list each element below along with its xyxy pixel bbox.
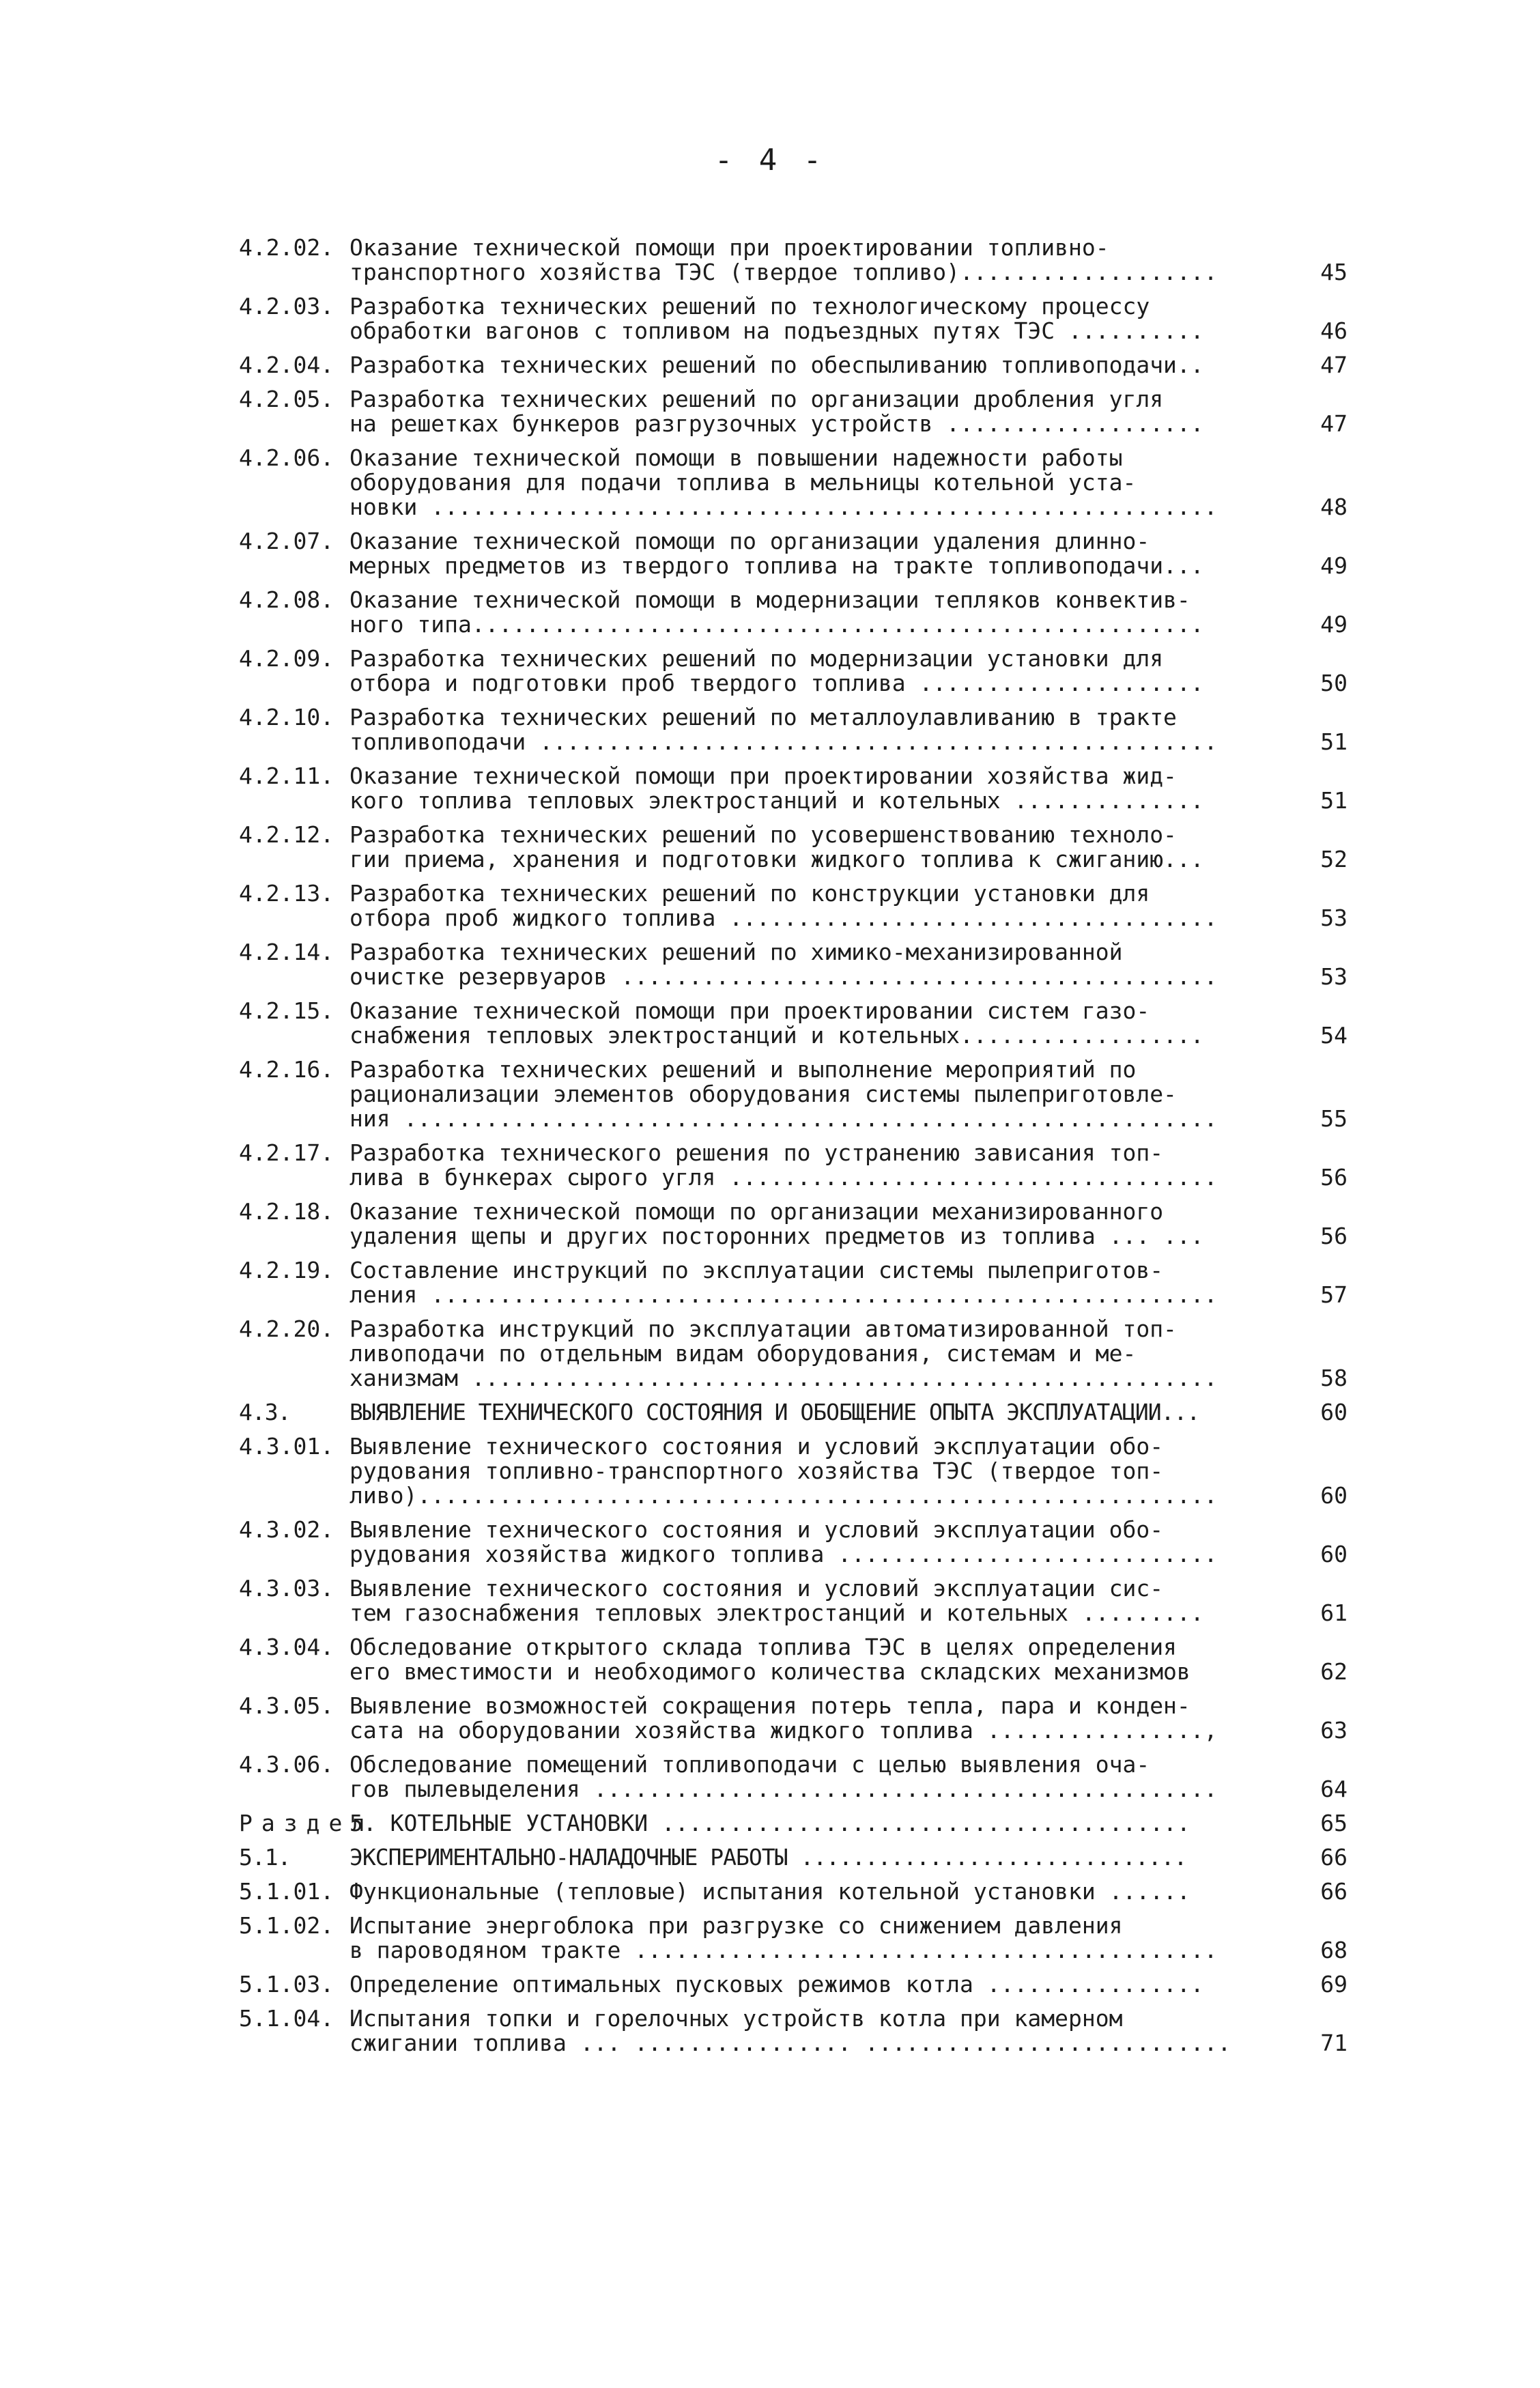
toc-entry-title-line: ЭКСПЕРИМЕНТАЛЬНО-НАЛАДОЧНЫЕ РАБОТЫ .............................. — [350, 1845, 1187, 1870]
toc-entry-title — [350, 1845, 1264, 1870]
toc-entry-title-line: Оказание технической помощи в повышении надежности работы — [350, 446, 1123, 470]
toc-entry-page: 53 — [1320, 963, 1348, 990]
toc-entry-number: 4.2.07. — [239, 528, 334, 554]
toc-entry — [239, 1141, 1352, 1190]
toc-entry — [239, 1914, 1352, 1963]
toc-entry — [239, 705, 1352, 754]
toc-entry-title — [350, 529, 1264, 578]
toc-entry-title — [350, 764, 1264, 813]
toc-entry — [239, 387, 1352, 436]
toc-entry — [239, 881, 1352, 930]
toc-entry-title-line: ния ............................................................ — [350, 1107, 1218, 1131]
toc-entry-page: 63 — [1320, 1717, 1348, 1744]
toc-entry-number: 4.2.02. — [239, 234, 334, 261]
toc-entry — [239, 1317, 1352, 1391]
toc-entry-title — [350, 1972, 1264, 1997]
toc-entry-title-line: Оказание технической помощи при проектировании топливно- — [350, 236, 1109, 260]
toc-entry-title-line: очистке резервуаров ............................................ — [350, 965, 1218, 989]
toc-entry-number: 4.3. — [239, 1399, 291, 1425]
toc-entry-title-line: оборудования для подачи топлива в мельницы котельной уста- — [350, 470, 1137, 495]
toc-entry-page: 57 — [1320, 1281, 1348, 1308]
toc-entry-page: 54 — [1320, 1022, 1348, 1049]
toc-entry-title-line: удаления щепы и других посторонних предметов из топлива ... ... — [350, 1224, 1204, 1249]
toc-entry-number: 4.2.15. — [239, 997, 334, 1024]
toc-entry-title-line: Оказание технической помощи при проектировании хозяйства жид- — [350, 764, 1177, 788]
toc-entry-title — [350, 705, 1264, 754]
toc-entry — [239, 1057, 1352, 1131]
toc-entry-title-line: Функциональные (тепловые) испытания котельной установки ...... — [350, 1879, 1190, 1904]
toc-entry — [239, 1845, 1352, 1870]
toc-entry-title — [350, 1400, 1264, 1425]
toc-entry — [239, 940, 1352, 989]
toc-entry-title-line: гии приема, хранения и подготовки жидкого топлива к сжиганию... — [350, 847, 1204, 872]
toc-entry-number: 4.2.18. — [239, 1198, 334, 1225]
toc-entry — [239, 529, 1352, 578]
toc-entry-number: 4.3.02. — [239, 1516, 334, 1543]
toc-entry-title — [350, 446, 1264, 520]
toc-entry — [239, 353, 1352, 378]
toc-entry-title-line: в пароводяном тракте ........................................... — [350, 1938, 1218, 1963]
toc-entry-title-line: отбора проб жидкого топлива .................................... — [350, 906, 1218, 930]
toc-entry-page: 46 — [1320, 317, 1348, 344]
toc-entry-title — [350, 1434, 1264, 1508]
toc-entry-title-line: транспортного хозяйства ТЭС (твердое топливо)................... — [350, 260, 1218, 285]
toc-entry-number: 5.1.04. — [239, 2005, 334, 2032]
toc-entry-title — [350, 1694, 1264, 1743]
toc-entry-title — [350, 1141, 1264, 1190]
toc-entry — [239, 588, 1352, 637]
toc-entry-title — [350, 1914, 1264, 1963]
toc-entry-page: 48 — [1320, 494, 1348, 520]
toc-entry-title-line: топливоподачи .................................................. — [350, 730, 1218, 754]
toc-entry-page: 51 — [1320, 728, 1348, 755]
toc-entry-title-line: отбора и подготовки проб твердого топлива ..................... — [350, 671, 1204, 696]
toc-entry-page: 69 — [1320, 1971, 1348, 1998]
toc-entry-number: 4.2.04. — [239, 352, 334, 378]
toc-entry-title-line: рудования хозяйства жидкого топлива ............................ — [350, 1542, 1218, 1567]
toc-entry-page: 65 — [1320, 1810, 1348, 1836]
toc-entry-number: 4.2.06. — [239, 444, 334, 471]
toc-entry-title — [350, 1199, 1264, 1249]
toc-entry-page: 61 — [1320, 1600, 1348, 1626]
toc-entry-title-line: Разработка технических решений по модернизации установки для — [350, 646, 1164, 671]
toc-entry-title-line: Разработка технических решений по химико-механизированной — [350, 940, 1123, 965]
toc-entry-title-line: Испытания топки и горелочных устройств котла при камерном — [350, 2006, 1123, 2031]
toc-entry-title-line: Составление инструкций по эксплуатации системы пылеприготов- — [350, 1258, 1164, 1283]
toc-entry-title — [350, 646, 1264, 696]
toc-entry-title-line: Выявление технического состояния и условий эксплуатации обо- — [350, 1518, 1164, 1542]
toc-entry-title-line: сата на оборудовании хозяйства жидкого топлива ................, — [350, 1718, 1218, 1743]
toc-entry-title-line: гов пылевыделения .............................................. — [350, 1777, 1218, 1802]
toc-entry — [239, 1518, 1352, 1567]
toc-entry-number: 4.3.06. — [239, 1751, 334, 1778]
toc-entry-number: 4.3.05. — [239, 1692, 334, 1719]
toc-entry — [239, 1258, 1352, 1307]
toc-entry-title — [350, 823, 1264, 872]
toc-entry — [239, 646, 1352, 696]
toc-entry-number: 4.2.14. — [239, 939, 334, 965]
toc-entry-title — [350, 294, 1264, 343]
toc-entry-title — [350, 588, 1264, 637]
toc-entry-page: 66 — [1320, 1844, 1348, 1871]
toc-entry-title-line: новки .......................................................... — [350, 495, 1218, 520]
toc-entry — [239, 2006, 1352, 2056]
toc-entry-title-line: кого топлива тепловых электростанций и котельных .............. — [350, 788, 1204, 813]
toc-entry-title — [350, 236, 1264, 285]
toc-entry-page: 50 — [1320, 670, 1348, 696]
toc-entry-page: 53 — [1320, 905, 1348, 931]
toc-entry-number: 4.2.09. — [239, 645, 334, 672]
toc-entry-title — [350, 2006, 1264, 2056]
toc-entry-title-line: ханизмам ....................................................... — [350, 1366, 1218, 1391]
toc-entry-title-line: Оказание технической помощи по организации удаления длинно- — [350, 529, 1150, 554]
toc-entry-number: 4.2.10. — [239, 704, 334, 730]
toc-entry-title — [350, 1635, 1264, 1684]
toc-entry-title-line: ливоподачи по отдельным видам оборудования, системам и ме- — [350, 1341, 1137, 1366]
toc-entry-title — [350, 1752, 1264, 1802]
toc-entry-number: 4.3.01. — [239, 1433, 334, 1460]
toc-entry-title-line: на решетках бункеров разгрузочных устройств ................... — [350, 412, 1204, 436]
toc-entry-page: 58 — [1320, 1365, 1348, 1391]
toc-entry-page: 49 — [1320, 552, 1348, 579]
toc-entry — [239, 1972, 1352, 1997]
toc-entry-title-line: мерных предметов из твердого топлива на тракте топливоподачи... — [350, 554, 1204, 578]
toc-entry-title-line: тем газоснабжения тепловых электростанций и котельных ......... — [350, 1601, 1204, 1625]
toc-entry-title — [350, 1576, 1264, 1625]
toc-entry-number: 5.1.03. — [239, 1971, 334, 1998]
toc-entry-page: 51 — [1320, 787, 1348, 814]
toc-entry-title — [350, 999, 1264, 1048]
toc-entry-title-line: сжигании топлива ... ................ ........................... — [350, 2031, 1231, 2056]
toc-entry — [239, 446, 1352, 520]
toc-entry-title-line: Разработка технических решений и выполнение мероприятий по — [350, 1057, 1137, 1082]
toc-entry-title-line: ВЫЯВЛЕНИЕ ТЕХНИЧЕСКОГО СОСТОЯНИЯ И ОБОБЩЕНИЕ ОПЫТА ЭКСПЛУАТАЦИИ... — [350, 1400, 1200, 1425]
toc-entry-page: 60 — [1320, 1482, 1348, 1509]
toc-entry-title-line: рудования топливно-транспортного хозяйства ТЭС (твердое топ- — [350, 1459, 1164, 1483]
toc-entry — [239, 1879, 1352, 1904]
toc-entry-title-line: Выявление возможностей сокращения потерь тепла, пара и конден- — [350, 1694, 1190, 1718]
toc-entry-page: 60 — [1320, 1399, 1348, 1425]
toc-entry-page: 55 — [1320, 1105, 1348, 1132]
toc-entry-title-line: Оказание технической помощи по организации механизированного — [350, 1199, 1164, 1224]
toc-entry-number: 4.3.04. — [239, 1634, 334, 1660]
toc-entry — [239, 294, 1352, 343]
toc-entry — [239, 764, 1352, 813]
toc-entry-title-line: Разработка технических решений по конструкции установки для — [350, 881, 1150, 906]
toc-entry-title-line: Разработка технических решений по организации дробления угля — [350, 387, 1164, 412]
toc-entry-number: 5.1.01. — [239, 1878, 334, 1905]
toc-entry — [239, 1576, 1352, 1625]
toc-entry-title-line: Разработка технических решений по обеспыливанию топливоподачи.. — [350, 353, 1204, 378]
toc-entry-number: 5.1. — [239, 1844, 291, 1871]
toc-entry-title-line: обработки вагонов с топливом на подъездных путях ТЭС .......... — [350, 319, 1204, 343]
toc-entry-page: 45 — [1320, 259, 1348, 285]
toc-entry-number: 4.2.05. — [239, 386, 334, 412]
toc-entry-title — [350, 1057, 1264, 1131]
toc-entry — [239, 1811, 1352, 1836]
toc-entry-title-line: ливо)........................................................... — [350, 1483, 1218, 1508]
toc-entry-title-line: рационализации элементов оборудования системы пылеприготовле- — [350, 1082, 1177, 1107]
toc-entry — [239, 1752, 1352, 1802]
table-of-contents — [239, 236, 1352, 2065]
toc-entry-title-line: Разработка инструкций по эксплуатации автоматизированной топ- — [350, 1317, 1177, 1341]
toc-entry-title-line: снабжения тепловых электростанций и котельных.................. — [350, 1023, 1204, 1048]
toc-entry-number: Раздел — [239, 1810, 374, 1836]
toc-entry-title — [350, 1258, 1264, 1307]
toc-entry-title-line: Выявление технического состояния и условий эксплуатации сис- — [350, 1576, 1164, 1601]
toc-entry-number: 5.1.02. — [239, 1912, 334, 1939]
toc-entry-title-line: Выявление технического состояния и условий эксплуатации обо- — [350, 1434, 1164, 1459]
toc-entry-page: 49 — [1320, 611, 1348, 638]
toc-entry-title-line: 5. КОТЕЛЬНЫЕ УСТАНОВКИ ....................................... — [350, 1811, 1190, 1836]
toc-entry — [239, 1434, 1352, 1508]
toc-entry-title — [350, 1518, 1264, 1567]
toc-entry-title-line: ного типа...................................................... — [350, 612, 1204, 637]
toc-entry-number: 4.2.17. — [239, 1139, 334, 1166]
page-number: - 4 - — [714, 143, 826, 177]
toc-entry — [239, 1635, 1352, 1684]
toc-entry-title — [350, 1879, 1264, 1904]
toc-entry-page: 60 — [1320, 1541, 1348, 1567]
toc-entry-title-line: Разработка технического решения по устранению зависания топ- — [350, 1141, 1164, 1165]
toc-entry-number: 4.2.03. — [239, 293, 334, 319]
toc-entry-title — [350, 1317, 1264, 1391]
toc-entry-page: 56 — [1320, 1164, 1348, 1191]
toc-entry-title-line: Оказание технической помощи в модернизации тепляков конвектив- — [350, 588, 1190, 612]
toc-entry-number: 4.2.13. — [239, 880, 334, 907]
toc-entry-number: 4.2.16. — [239, 1056, 334, 1083]
toc-entry-page: 47 — [1320, 410, 1348, 437]
toc-entry-title-line: Разработка технических решений по металлоулавливанию в тракте — [350, 705, 1177, 730]
toc-entry-number: 4.2.12. — [239, 821, 334, 848]
toc-entry — [239, 1694, 1352, 1743]
toc-entry — [239, 1400, 1352, 1425]
toc-entry-title-line: Разработка технических решений по технологическому процессу — [350, 294, 1150, 319]
toc-entry-page: 62 — [1320, 1658, 1348, 1685]
toc-entry-page: 52 — [1320, 846, 1348, 872]
toc-entry-number: 4.2.20. — [239, 1316, 334, 1342]
toc-entry-page: 66 — [1320, 1878, 1348, 1905]
toc-entry-page: 56 — [1320, 1223, 1348, 1249]
toc-entry-title-line: Обследование помещений топливоподачи с целью выявления оча- — [350, 1752, 1150, 1777]
toc-entry-number: 4.3.03. — [239, 1575, 334, 1602]
toc-entry-number: 4.2.19. — [239, 1257, 334, 1283]
toc-entry-number: 4.2.11. — [239, 763, 334, 789]
toc-entry — [239, 999, 1352, 1048]
toc-entry-title-line: Испытание энергоблока при разгрузке со снижением давления — [350, 1914, 1123, 1938]
toc-entry-title — [350, 881, 1264, 930]
toc-entry-title-line: Оказание технической помощи при проектировании систем газо- — [350, 999, 1150, 1023]
toc-entry-page: 47 — [1320, 352, 1348, 378]
toc-entry-title-line: его вместимости и необходимого количества складских механизмов — [350, 1660, 1190, 1684]
toc-entry-title — [350, 940, 1264, 989]
toc-entry-page: 64 — [1320, 1776, 1348, 1802]
toc-entry-title — [350, 1811, 1264, 1836]
toc-entry-title-line: ления .......................................................... — [350, 1283, 1218, 1307]
toc-entry — [239, 236, 1352, 285]
toc-entry-number: 4.2.08. — [239, 586, 334, 613]
toc-entry — [239, 1199, 1352, 1249]
toc-entry-title-line: Обследование открытого склада топлива ТЭС в целях определения — [350, 1635, 1177, 1660]
toc-entry-title-line: лива в бункерах сырого угля .................................... — [350, 1165, 1218, 1190]
toc-entry-page: 71 — [1320, 2030, 1348, 2056]
toc-entry-title — [350, 387, 1264, 436]
toc-entry-title — [350, 353, 1264, 378]
toc-entry — [239, 823, 1352, 872]
toc-entry-title-line: Разработка технических решений по усовершенствованию техноло- — [350, 823, 1177, 847]
toc-entry-page: 68 — [1320, 1937, 1348, 1963]
toc-entry-title-line: Определение оптимальных пусковых режимов котла ................ — [350, 1972, 1204, 1997]
